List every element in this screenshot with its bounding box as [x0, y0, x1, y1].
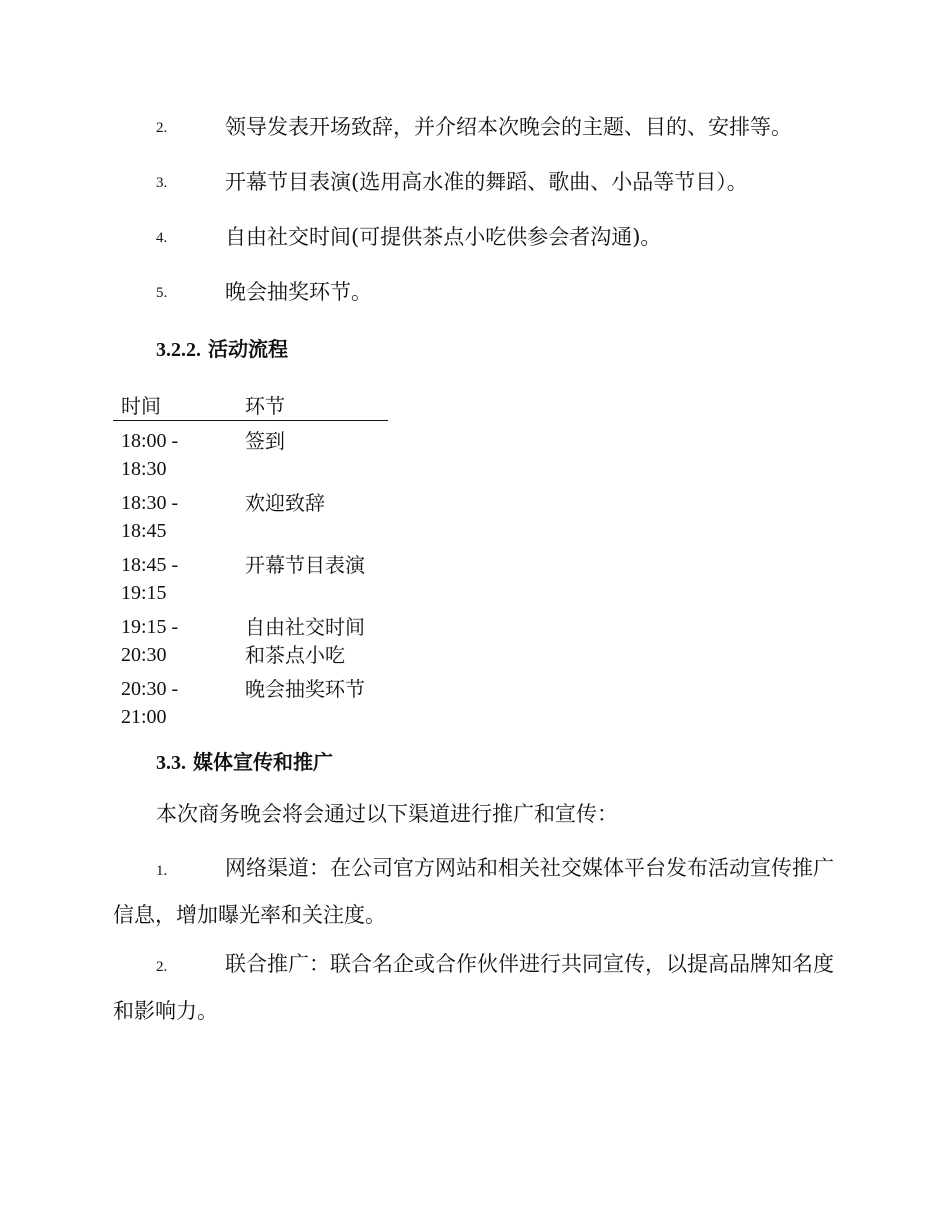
- cell-step: 自由社交时间和茶点小吃: [245, 615, 365, 667]
- list-number: 4.: [156, 230, 168, 246]
- list-number: 2.: [156, 120, 168, 136]
- section-title: 活动流程: [207, 337, 288, 361]
- list-number: 3.: [156, 175, 168, 191]
- cell-step: 欢迎致辞: [245, 491, 325, 515]
- cell-time: 18:30 - 18:45: [121, 492, 179, 542]
- schedule-table: [113, 388, 388, 731]
- cell-step: 晚会抽奖环节: [245, 677, 365, 701]
- table-row: [113, 421, 388, 483]
- cell-time: 18:00 - 18:30: [121, 430, 179, 480]
- header-time: 时间: [121, 394, 161, 418]
- list-text: 联合推广：联合名企或合作伙伴进行共同宣传，以提高品牌知名度和影响力。: [113, 952, 834, 1023]
- list-text: 开幕节目表演(选用高水准的舞蹈、歌曲、小品等节目）。: [225, 170, 748, 194]
- section-heading-3-3: [156, 746, 333, 775]
- section-number: 3.2.2.: [156, 339, 201, 361]
- cell-step: 开幕节目表演: [245, 553, 365, 577]
- table-row: [113, 607, 388, 669]
- promo-list-item: [113, 942, 835, 1033]
- section-number: 3.3.: [156, 752, 186, 774]
- list-number: 5.: [156, 285, 168, 301]
- list-number: 1.: [156, 863, 168, 879]
- table-row: [113, 483, 388, 545]
- intro-paragraph: 本次商务晚会将会通过以下渠道进行推广和宣传：: [156, 802, 618, 826]
- list-number: 2.: [156, 959, 168, 975]
- cell-time: 18:45 - 19:15: [121, 554, 179, 604]
- cell-step: 签到: [245, 429, 285, 453]
- list-text: 领导发表开场致辞，并介绍本次晚会的主题、目的、安排等。: [225, 115, 792, 139]
- section-title: 媒体宣传和推广: [192, 750, 333, 774]
- table-row: [113, 669, 388, 731]
- cell-time: 19:15 - 20:30: [121, 616, 179, 666]
- list-text: 自由社交时间(可提供茶点小吃供参会者沟通)。: [225, 225, 662, 249]
- promo-list-item: [113, 846, 835, 937]
- list-text: 网络渠道：在公司官方网站和相关社交媒体平台发布活动宣传推广信息，增加曝光率和关注度。: [113, 856, 834, 927]
- header-step: 环节: [245, 394, 285, 418]
- section-heading-3-2-2: [156, 333, 288, 362]
- cell-time: 20:30 - 21:00: [121, 678, 179, 728]
- table-header: [113, 388, 388, 421]
- table-row: [113, 545, 388, 607]
- list-text: 晚会抽奖环节。: [225, 280, 372, 304]
